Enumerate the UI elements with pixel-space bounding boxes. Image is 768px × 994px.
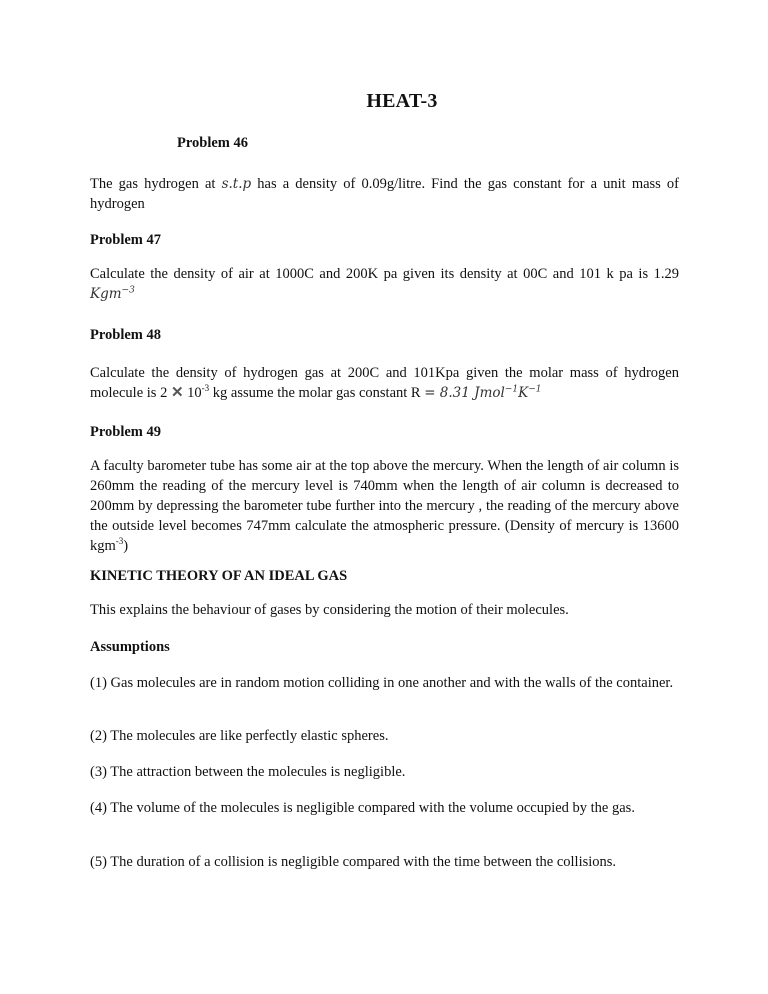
problem-47-heading: Problem 47 bbox=[90, 232, 162, 248]
problem-48-heading: Problem 48 bbox=[90, 327, 162, 343]
problem-47-text: Calculate the density of air at 1000C and 200K pa given its density at 00C and 101 k pa is 1.29 Kgm$^{-3}$ bbox=[90, 266, 679, 302]
assumption-item: (5) The duration of a collision is negligible compared with the time between the collisions. bbox=[90, 854, 617, 870]
problem-49-text: A faculty barometer tube has some air at the top above the mercury. When the length of air column is 260mm the reading of the mercury level is 740mm when the length of air column is decreased to 200mm by depressing the barometer tube further into the mercury , the reading of the mercury above the outside level becomes 747mm calculate the atmospheric pressure. (Density of mercury is 13600 kgm$^{-3}$) bbox=[90, 458, 679, 554]
problem-49-heading: Problem 49 bbox=[90, 424, 162, 440]
assumption-item: (4) The volume of the molecules is negligible compared with the volume occupied by the gas. bbox=[90, 800, 635, 816]
density-unit-math: Kgm$^{-3}$ bbox=[90, 285, 135, 302]
problem-48-text: Calculate the density of hydrogen gas at 200C and 101Kpa given the molar mass of hydrogen molecule is 2 ✕ $10^{-3}$ kg assume the molar gas constant R = 8.31 $Jmol^{-1}K^{-1}$ bbox=[90, 365, 679, 401]
kinetic-theory-intro: This explains the behaviour of gases by considering the motion of their molecules. bbox=[90, 602, 569, 618]
assumption-item: (3) The attraction between the molecules is negligible. bbox=[90, 764, 406, 780]
page-title: HEAT-3 bbox=[366, 90, 438, 112]
kinetic-theory-heading: KINETIC THEORY OF AN IDEAL GAS bbox=[90, 568, 348, 584]
stp-math: s.t.p bbox=[221, 176, 252, 192]
assumption-item: (1) Gas molecules are in random motion colliding in one another and with the walls of the container. bbox=[90, 675, 674, 691]
problem-46-heading: Problem 46 bbox=[177, 135, 249, 151]
multiply-sign: ✕ bbox=[170, 385, 184, 401]
assumption-item: (2) The molecules are like perfectly elastic spheres. bbox=[90, 728, 389, 744]
problem-46-text: The gas hydrogen at s.t.p has a density of 0.09g/litre. Find the gas constant for a unit mass of hydrogen bbox=[90, 176, 680, 212]
gas-constant-math: = 8.31 $Jmol^{-1}K^{-1}$ bbox=[424, 384, 542, 401]
assumptions-heading: Assumptions bbox=[90, 639, 170, 655]
